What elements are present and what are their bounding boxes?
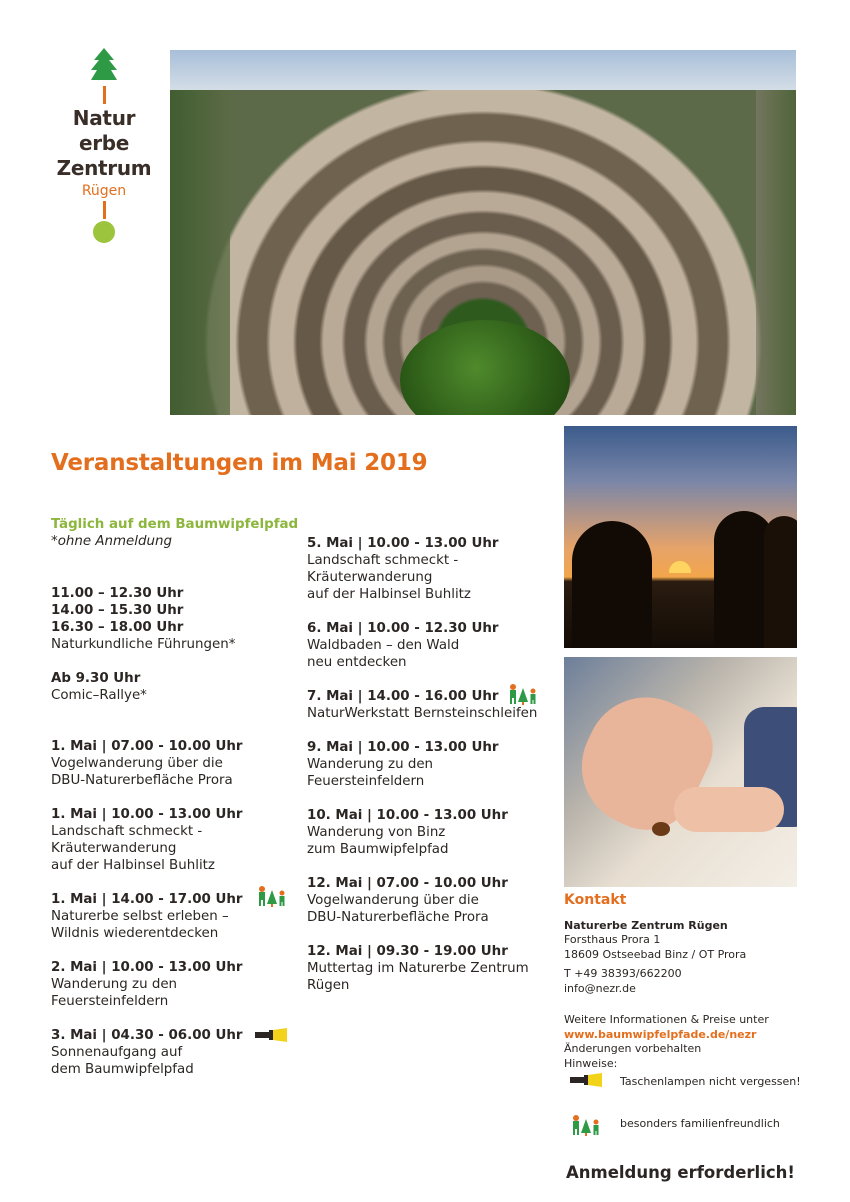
event-date: 12. Mai | 07.00 - 10.00 Uhr — [307, 876, 508, 891]
logo-line2: erbe — [78, 131, 130, 155]
event-item — [307, 943, 557, 994]
event-item — [51, 959, 296, 1010]
event-date: 7. Mai | 14.00 - 16.00 Uhr — [307, 689, 499, 704]
event-text: Wanderung von Binz — [307, 825, 446, 840]
event-text: Naturerbe selbst erleben – — [51, 909, 229, 924]
legend-flashlight — [564, 1071, 814, 1095]
photo-amber-grinding — [564, 657, 797, 887]
event-item — [307, 875, 557, 926]
event-text: Wanderung zu den — [307, 757, 434, 772]
event-date: 2. Mai | 10.00 - 13.00 Uhr — [51, 960, 243, 975]
contact-street: Forsthaus Prora 1 — [564, 933, 661, 946]
events-column-2 — [307, 535, 557, 1011]
logo-line1: Natur — [72, 106, 136, 130]
contact-email[interactable]: info@nezr.de — [564, 981, 636, 995]
daily-tours: Naturkundliche Führungen* — [51, 637, 236, 652]
daily-time: 16.30 – 18.00 Uhr — [51, 620, 184, 635]
event-text: Wildnis wiederentdecken — [51, 926, 219, 941]
event-text: Vogelwanderung über die — [307, 893, 479, 908]
event-text: Rügen — [307, 978, 350, 993]
event-item — [307, 535, 557, 603]
flashlight-icon — [255, 1028, 287, 1042]
event-text: DBU-Naturerbefläche Prora — [51, 773, 233, 788]
photo-hand — [674, 787, 784, 832]
event-text: Waldbaden – den Wald — [307, 638, 460, 653]
event-text: neu entdecken — [307, 655, 407, 670]
event-item — [51, 806, 296, 874]
contact-block — [564, 893, 814, 1137]
event-text: zum Baumwipfelpfad — [307, 842, 449, 857]
contact-org: Naturerbe Zentrum Rügen — [564, 918, 728, 932]
hero-photo-treetop-walk — [170, 50, 796, 415]
event-date: 3. Mai | 04.30 - 06.00 Uhr — [51, 1028, 243, 1043]
logo-divider — [103, 86, 106, 104]
event-text: NaturWerkstatt Bernsteinschleifen — [307, 706, 538, 721]
event-date: 1. Mai | 14.00 - 17.00 Uhr — [51, 892, 243, 907]
event-text: Landschaft schmeckt - — [51, 824, 203, 839]
event-text: Kräuterwanderung — [51, 841, 177, 856]
logo-dot — [93, 221, 115, 243]
contact-phone: T +49 38393/662200 — [564, 967, 682, 980]
photo-sunset-silhouettes — [564, 426, 797, 648]
event-text: dem Baumwipfelpfad — [51, 1062, 194, 1077]
tree-icon — [91, 48, 117, 84]
hero-forest — [756, 90, 796, 415]
event-item — [51, 738, 296, 789]
hero-tree-canopy — [400, 320, 570, 415]
event-item — [307, 620, 557, 671]
event-text: Feuersteinfeldern — [307, 774, 425, 789]
changes-note: Änderungen vorbehalten — [564, 1042, 702, 1055]
logo-line3: Zentrum — [56, 156, 152, 180]
legend-flashlight-text: Taschenlampen nicht vergessen! — [620, 1075, 801, 1088]
more-info-text: Weitere Informationen & Preise unter — [564, 1013, 769, 1026]
photo-sun — [669, 561, 691, 573]
photo-amber-stone — [652, 822, 670, 836]
event-item — [307, 807, 557, 858]
event-date: 9. Mai | 10.00 - 13.00 Uhr — [307, 740, 499, 755]
event-text: auf der Halbinsel Buhlitz — [51, 858, 215, 873]
hints-label: Hinweise: — [564, 1056, 618, 1070]
family-icon — [256, 886, 288, 908]
daily-time: 11.00 – 12.30 Uhr — [51, 586, 184, 601]
event-date: 1. Mai | 10.00 - 13.00 Uhr — [51, 807, 243, 822]
hero-forest — [170, 90, 230, 415]
event-date: 6. Mai | 10.00 - 12.30 Uhr — [307, 621, 499, 636]
event-date: 1. Mai | 07.00 - 10.00 Uhr — [51, 739, 243, 754]
event-text: Kräuterwanderung — [307, 570, 433, 585]
event-date: 10. Mai | 10.00 - 13.00 Uhr — [307, 808, 508, 823]
events-column-1 — [51, 516, 299, 1095]
registration-required: Anmeldung erforderlich! — [566, 1163, 795, 1182]
family-icon — [507, 684, 539, 706]
hero-sky — [170, 50, 796, 90]
event-text: Wanderung zu den — [51, 977, 178, 992]
legend-family — [564, 1113, 814, 1137]
flashlight-icon — [570, 1073, 602, 1087]
rally: Comic–Rallye* — [51, 688, 147, 703]
page-title: Veranstaltungen im Mai 2019 — [51, 450, 428, 476]
photo-silhouette — [572, 521, 652, 648]
contact-city: 18609 Ostseebad Binz / OT Prora — [564, 947, 747, 961]
family-icon — [570, 1115, 602, 1137]
event-date: 12. Mai | 09.30 - 19.00 Uhr — [307, 944, 508, 959]
logo-divider — [103, 201, 106, 219]
event-text: Landschaft schmeckt - — [307, 553, 459, 568]
daily-time: 14.00 – 15.30 Uhr — [51, 603, 184, 618]
event-text: Feuersteinfeldern — [51, 994, 169, 1009]
legend-family-text: besonders familienfreundlich — [620, 1117, 780, 1130]
photo-silhouette — [764, 516, 797, 648]
event-item — [51, 1027, 296, 1078]
event-text: Sonnenaufgang auf — [51, 1045, 183, 1060]
website-link[interactable]: www.baumwipfelpfade.de/nezr — [564, 1027, 757, 1041]
event-date: 5. Mai | 10.00 - 13.00 Uhr — [307, 536, 499, 551]
event-text: auf der Halbinsel Buhlitz — [307, 587, 471, 602]
event-text: DBU-Naturerbefläche Prora — [307, 910, 489, 925]
event-item — [51, 891, 296, 942]
contact-heading: Kontakt — [564, 892, 627, 908]
daily-note: *ohne Anmeldung — [51, 534, 172, 549]
event-text: Vogelwanderung über die — [51, 756, 223, 771]
rally-time: Ab 9.30 Uhr — [51, 671, 141, 686]
daily-heading: Täglich auf dem Baumwipfelpfad — [51, 517, 299, 532]
logo — [48, 48, 160, 243]
event-item — [307, 739, 557, 790]
event-item — [307, 688, 557, 722]
logo-location: Rügen — [81, 183, 127, 199]
event-text: Muttertag im Naturerbe Zentrum — [307, 961, 529, 976]
